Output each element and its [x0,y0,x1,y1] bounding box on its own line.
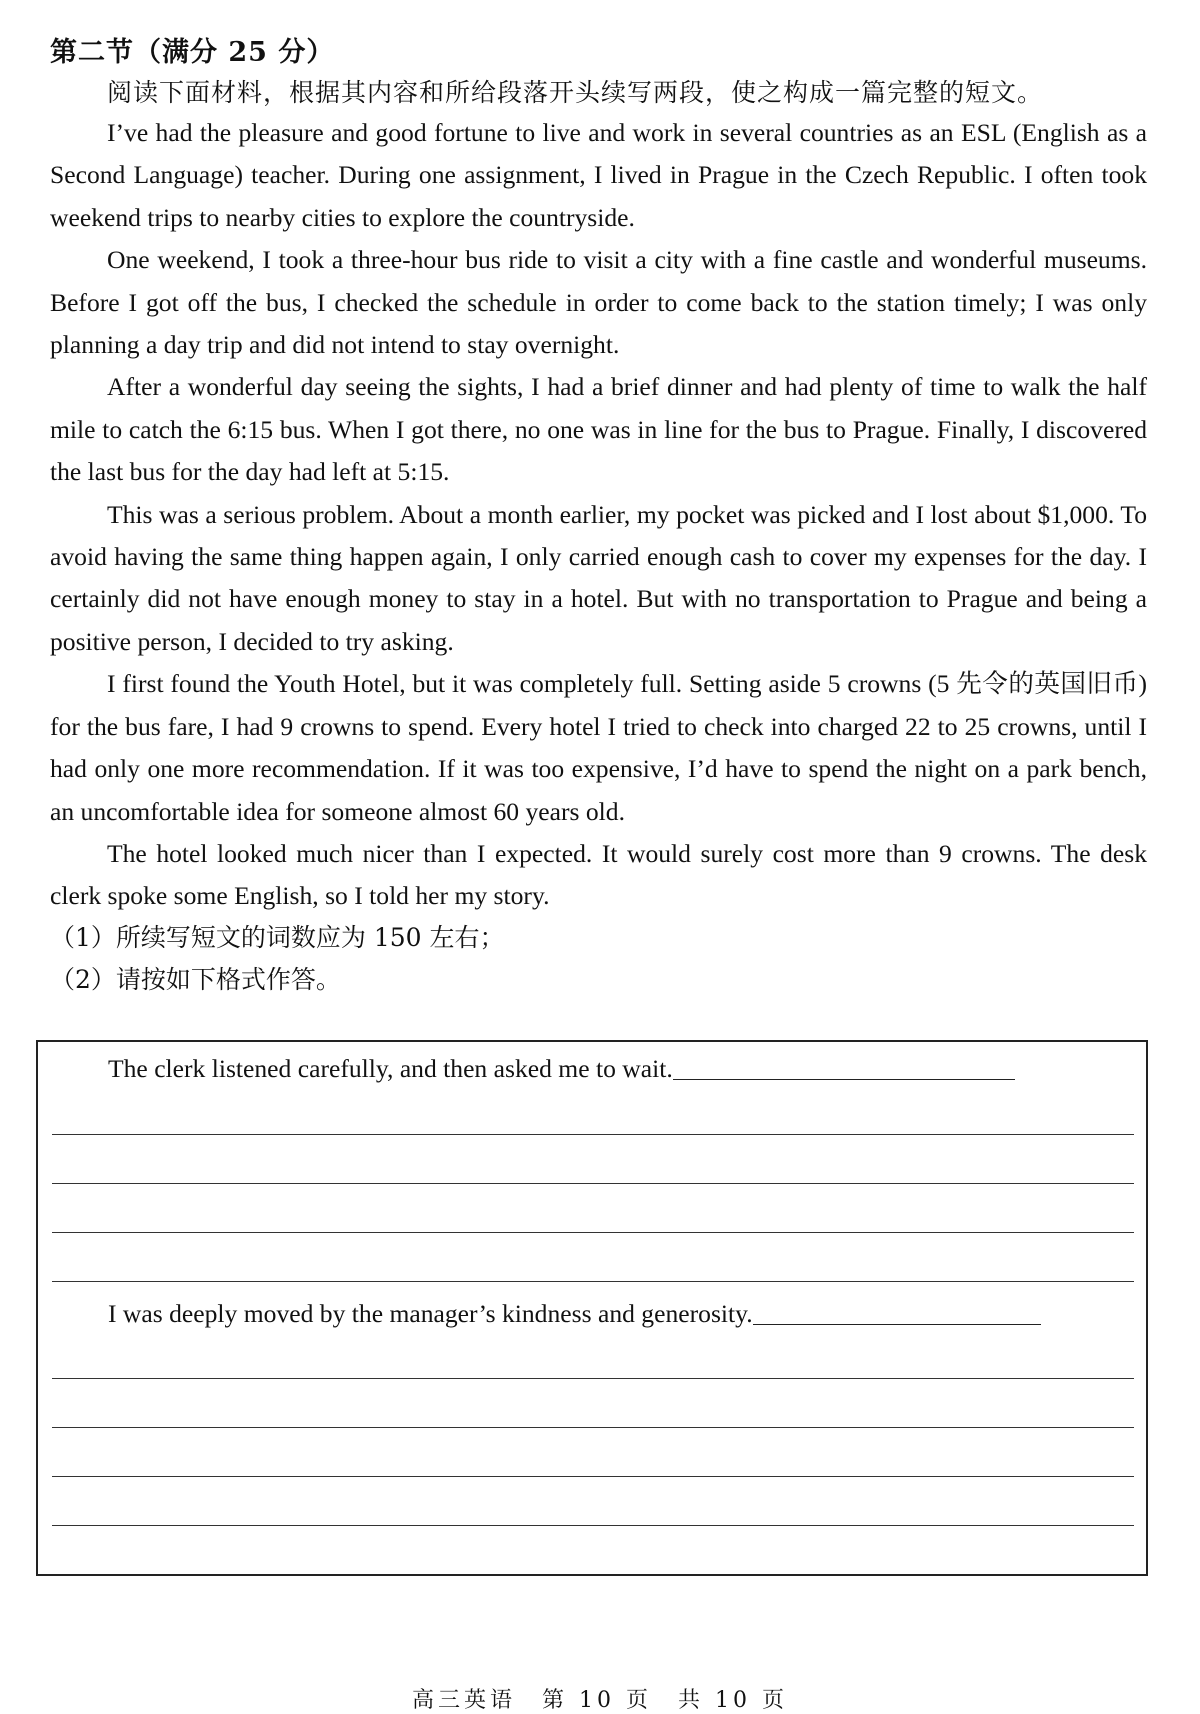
paragraph-2-first-line-blank[interactable] [753,1323,1041,1325]
writing-line[interactable] [52,1183,1134,1184]
paragraph-1-starter [108,1054,1015,1084]
requirement-format: （2）请按如下格式作答。 [50,965,341,994]
paragraph-1-first-line-blank[interactable] [673,1078,1015,1080]
writing-line[interactable] [52,1134,1134,1135]
writing-line[interactable] [52,1232,1134,1233]
section-title: 第二节（满分 25 分） [50,37,335,68]
passage-paragraph-5: I first found the Youth Hotel, but it was completely full. Setting aside 5 crowns (5 先令的英国旧币) for the bus fare, I had 9 crowns to spend. Every hotel I tried to check into charged 22 to 25 crowns, until I had only one more recommendation. If it was too expensive, I’d have to spend the night on a park bench, an uncomfortable idea for someone almost 60 years old. [50,669,1147,826]
writing-line[interactable] [52,1476,1134,1477]
reading-passage [50,112,1147,918]
instruction-text: 阅读下面材料，根据其内容和所给段落开头续写两段，使之构成一篇完整的短文。 [107,78,1044,107]
passage-paragraph-1: I’ve had the pleasure and good fortune to live and work in several countries as an ESL (English as a Second Language) teacher. During one assignment, I lived in Prague in the Czech Republic. I often took weekend trips to nearby cities to explore the countryside. [50,118,1147,232]
paragraph-2-starter-text: I was deeply moved by the manager’s kindness and generosity. [108,1299,753,1328]
paragraph-2-starter [108,1299,1041,1329]
writing-requirements [50,917,505,1001]
passage-paragraph-3: After a wonderful day seeing the sights, I had a brief dinner and had plenty of time to walk the half mile to catch the 6:15 bus. When I got there, no one was in line for the bus to Prague. Finally, I discovered the last bus for the day had left at 5:15. [50,372,1147,487]
writing-line[interactable] [52,1427,1134,1428]
page-footer: 高三英语 第 10 页 共 10 页 [412,1688,788,1713]
writing-line[interactable] [52,1525,1134,1526]
passage-paragraph-6: The hotel looked much nicer than I expected. It would surely cost more than 9 crowns. The desk clerk spoke some English, so I told her my story. [50,838,1147,911]
writing-line[interactable] [52,1281,1134,1282]
writing-line[interactable] [52,1378,1134,1379]
answer-box [36,1040,1148,1576]
paragraph-1-starter-text: The clerk listened carefully, and then asked me to wait. [108,1054,673,1083]
passage-paragraph-4: This was a serious problem. About a month earlier, my pocket was picked and I lost about $1,000. To avoid having the same thing happen again, I only carried enough cash to cover my expenses for the day. I certainly did not have enough money to stay in a hotel. But with no transportation to Prague and being a positive person, I decided to try asking. [50,499,1147,656]
passage-paragraph-2: One weekend, I took a three-hour bus ride to visit a city with a fine castle and wonderful museums. Before I got off the bus, I checked the schedule in order to come back to the station timely; I was only planning a day trip and did not intend to stay overnight. [50,245,1147,360]
requirement-word-count: （1）所续写短文的词数应为 150 左右； [50,923,505,952]
